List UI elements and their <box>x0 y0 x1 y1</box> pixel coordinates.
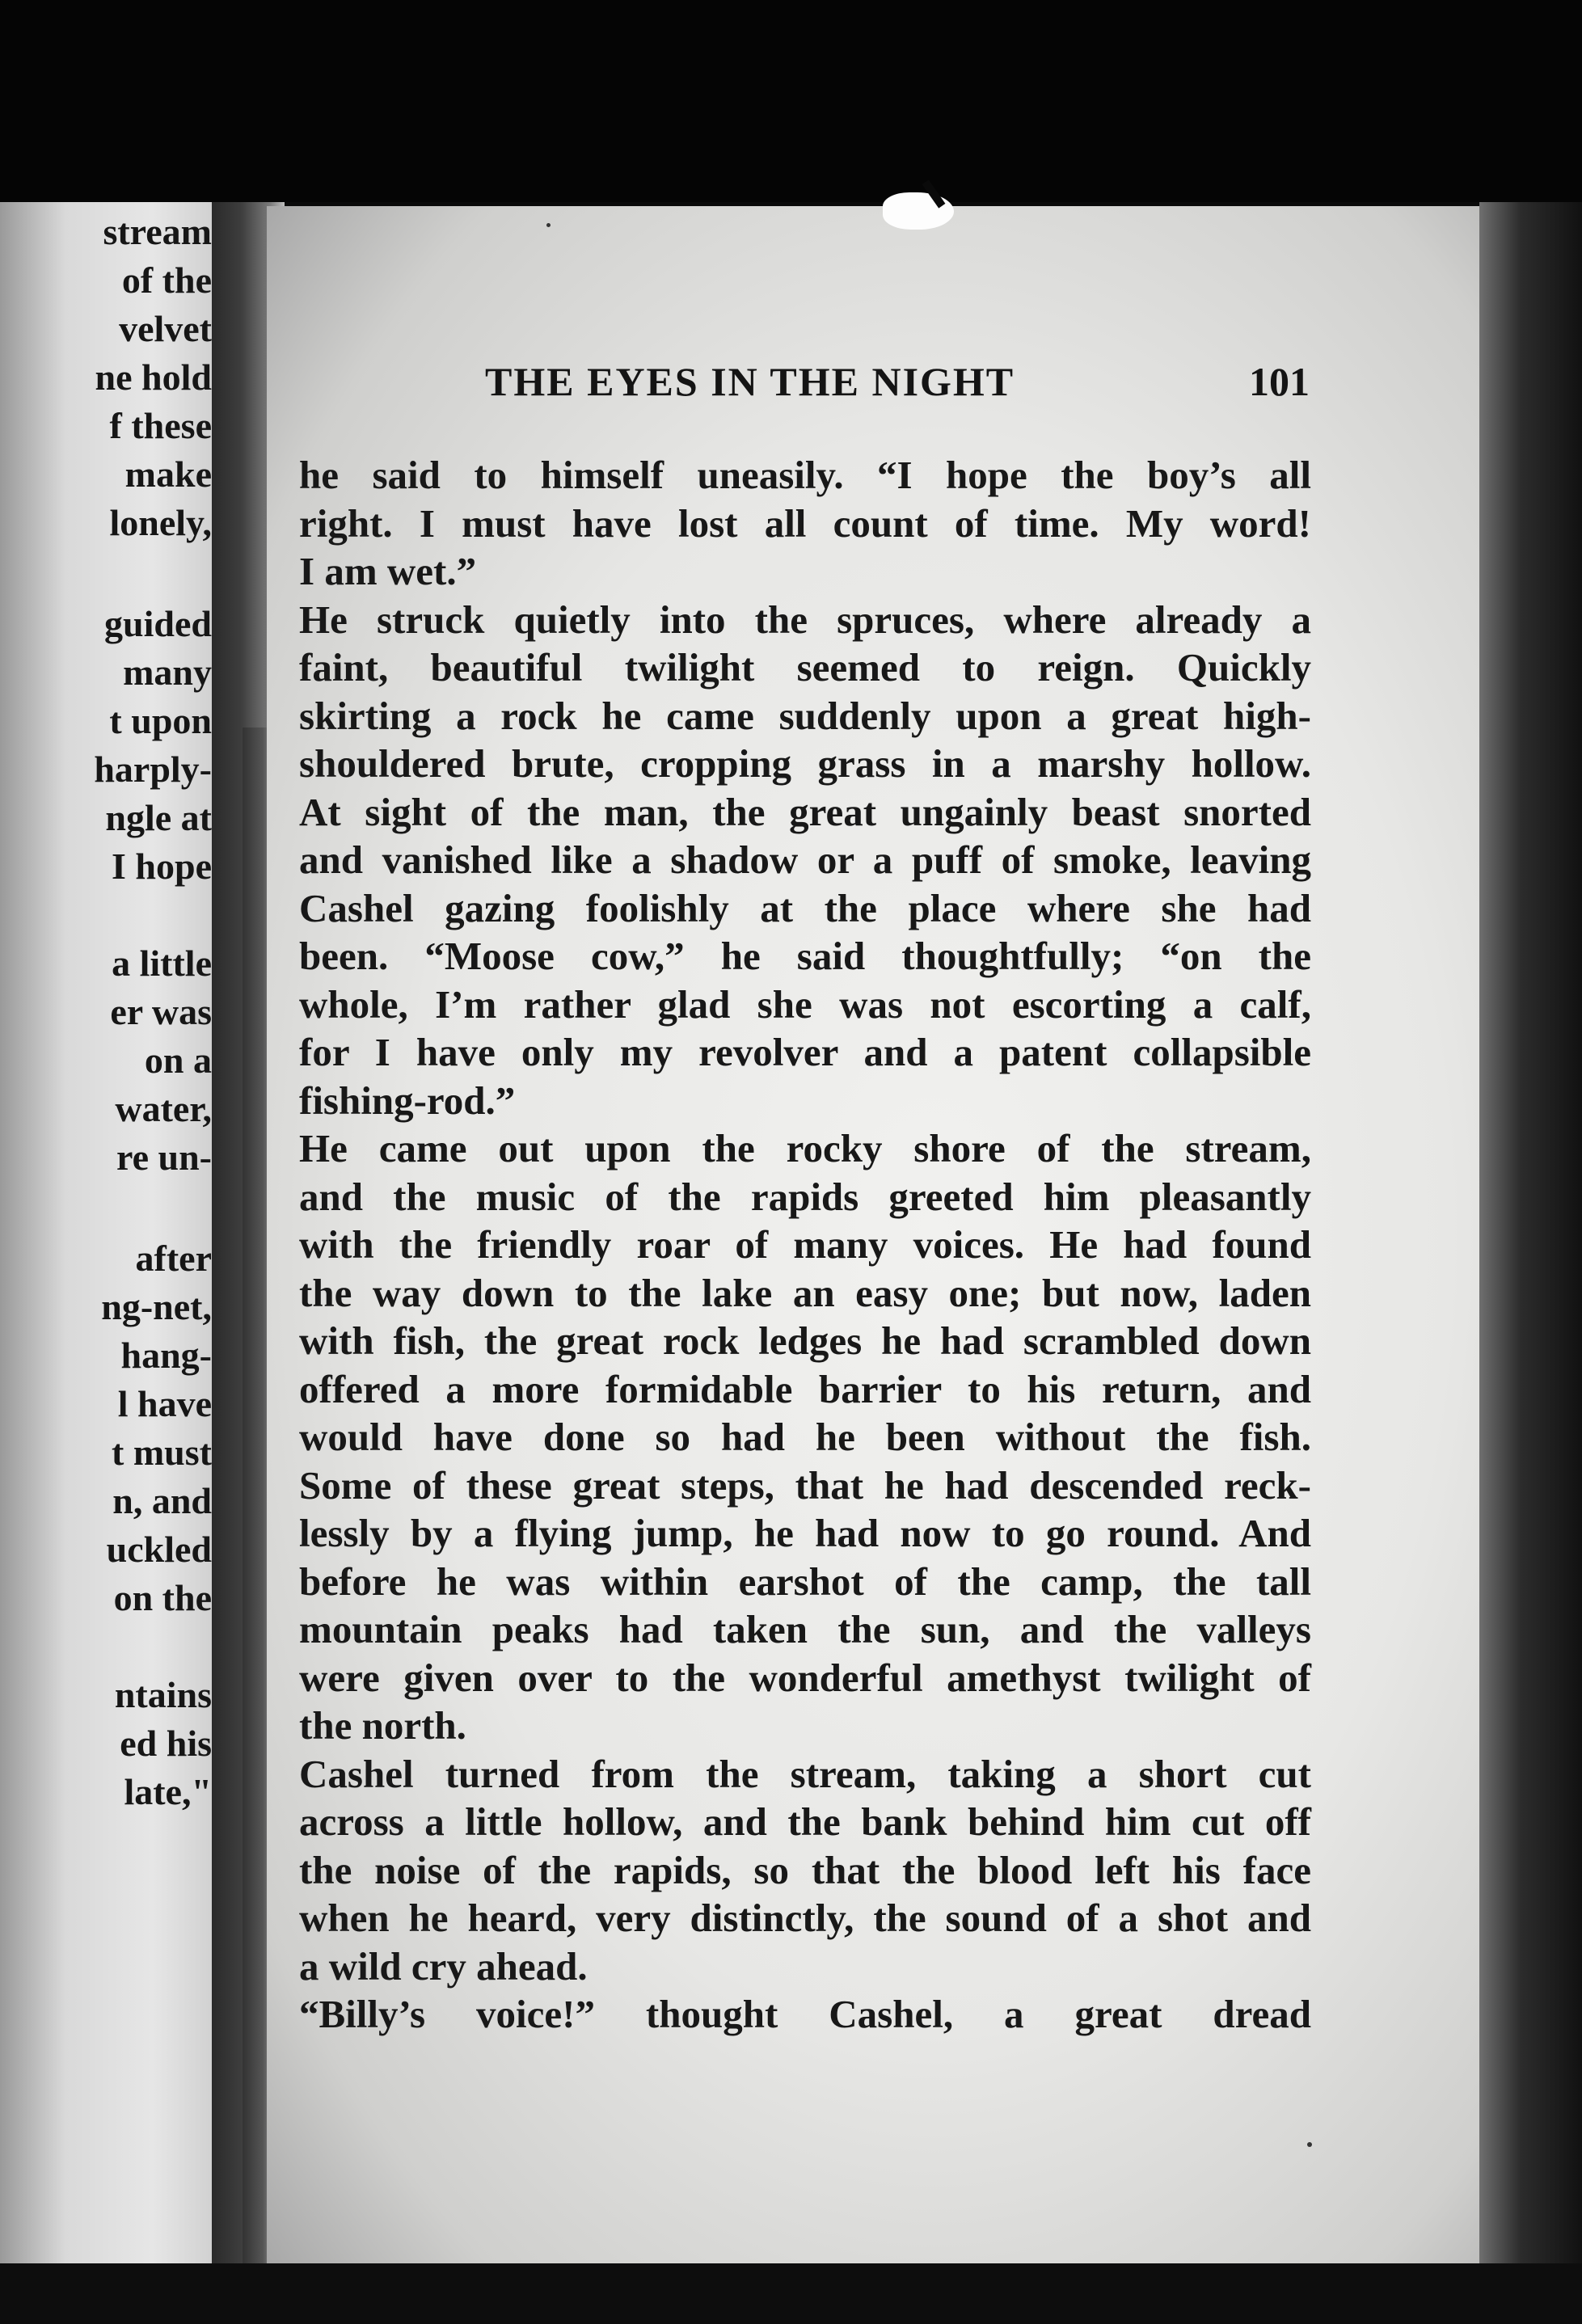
facing-page-line: velvet <box>119 308 212 349</box>
text-line: offered a more formidable barrier to his return, and <box>299 1366 1311 1411</box>
text-line: with fish, the great rock ledges he had scrambled down <box>299 1318 1311 1363</box>
text-line: the way down to the lake an easy one; but now, laden <box>299 1270 1311 1315</box>
facing-page-line: I hope <box>112 846 212 887</box>
facing-page-line: water, <box>115 1088 212 1129</box>
text-line: the noise of the rapids, so that the blood left his face <box>299 1847 1311 1892</box>
text-line: Cashel gazing foolishly at the place where she had <box>299 885 1311 930</box>
text-line: for I have only my revolver and a patent collapsible <box>299 1030 1311 1074</box>
facing-page-line: ngle at <box>105 797 212 838</box>
facing-page-line: lonely, <box>109 502 212 543</box>
text-line: “Billy’s voice!” thought Cashel, a great dread <box>299 1992 1311 2036</box>
facing-page-line: n, and <box>112 1480 212 1521</box>
scan-right-margin <box>1479 202 1582 2271</box>
facing-page-line: uckled <box>106 1529 212 1570</box>
text-line: across a little hollow, and the bank behind him cut off <box>299 1799 1311 1844</box>
facing-page-line: t upon <box>109 700 212 741</box>
facing-page-line: stream <box>103 211 212 252</box>
facing-page-line: ed his <box>120 1723 212 1764</box>
facing-page-line: a little <box>112 943 212 984</box>
facing-page-line: er was <box>110 991 212 1032</box>
text-line: skirting a rock he came suddenly upon a great high- <box>299 693 1311 738</box>
text-line: and vanished like a shadow or a puff of smoke, leaving <box>299 837 1311 882</box>
facing-page-fragment <box>0 202 218 2271</box>
text-line: lessly by a flying jump, he had now to go round. And <box>299 1511 1311 1555</box>
text-line: would have done so had he been without the fish. <box>299 1415 1311 1459</box>
text-line: Cashel turned from the stream, taking a short cut <box>299 1751 1311 1796</box>
text-line: shouldered brute, cropping grass in a marshy hollow. <box>299 741 1311 786</box>
text-line: the north. <box>299 1703 466 1748</box>
text-line: a wild cry ahead. <box>299 1943 588 1989</box>
facing-page-line: late," <box>124 1771 212 1812</box>
running-head <box>485 358 1310 407</box>
chapter-title: THE EYES IN THE NIGHT <box>485 359 1015 404</box>
facing-page-line: hang- <box>120 1335 212 1376</box>
scan-speck <box>546 223 551 227</box>
facing-page-line: on the <box>113 1577 212 1618</box>
page-number: 101 <box>1249 359 1310 404</box>
facing-page-line: l have <box>117 1383 212 1424</box>
facing-page-line: ntains <box>114 1674 212 1715</box>
text-line: when he heard, very distinctly, the sound of a shot and <box>299 1896 1311 1940</box>
text-line: been. “Moose cow,” he said thoughtfully; “on the <box>299 934 1311 978</box>
facing-page-line: on a <box>144 1040 212 1081</box>
facing-page-line: harply- <box>94 749 212 790</box>
text-line: He struck quietly into the spruces, where already a <box>299 597 1311 642</box>
facing-page-line: t must <box>112 1432 212 1473</box>
scan-bottom-margin <box>0 2263 1582 2324</box>
text-line: right. I must have lost all count of time. My word! <box>299 500 1311 546</box>
facing-page-line: make <box>124 453 212 495</box>
scan-top-margin <box>0 0 1582 202</box>
facing-page-line: guided <box>104 603 212 644</box>
text-line: At sight of the man, the great ungainly beast snorted <box>299 789 1311 834</box>
facing-page-line: re un- <box>116 1137 212 1178</box>
page-body-text <box>299 451 1311 2039</box>
text-line: whole, I’m rather glad she was not escorting a calf, <box>299 981 1311 1027</box>
text-line: with the friendly roar of many voices. He had found <box>299 1222 1311 1267</box>
text-line: I am wet.” <box>299 549 477 593</box>
text-line: fishing-rod.” <box>299 1078 516 1123</box>
text-line: he said to himself uneasily. “I hope the boy’s all <box>299 453 1311 497</box>
text-line: mountain peaks had taken the sun, and the valleys <box>299 1607 1311 1651</box>
text-line: Some of these great steps, that he had descended reck- <box>299 1462 1311 1508</box>
facing-page-line: after <box>135 1238 212 1279</box>
text-line: faint, beautiful twilight seemed to reign. Quickly <box>299 645 1311 690</box>
paper-tear-mark <box>883 192 954 230</box>
facing-page-line: f these <box>109 405 212 446</box>
text-line: and the music of the rapids greeted him pleasantly <box>299 1174 1311 1219</box>
text-line: He came out upon the rocky shore of the stream, <box>299 1126 1311 1170</box>
text-line: were given over to the wonderful amethyst twilight of <box>299 1655 1311 1700</box>
facing-page-line: many <box>123 652 212 693</box>
scan-speck <box>1307 2142 1312 2147</box>
facing-page-line: ne hold <box>95 356 212 398</box>
facing-page-line: of the <box>121 259 212 301</box>
facing-page-line: ng-net, <box>101 1286 212 1327</box>
text-line: before he was within earshot of the camp, the tall <box>299 1558 1311 1604</box>
